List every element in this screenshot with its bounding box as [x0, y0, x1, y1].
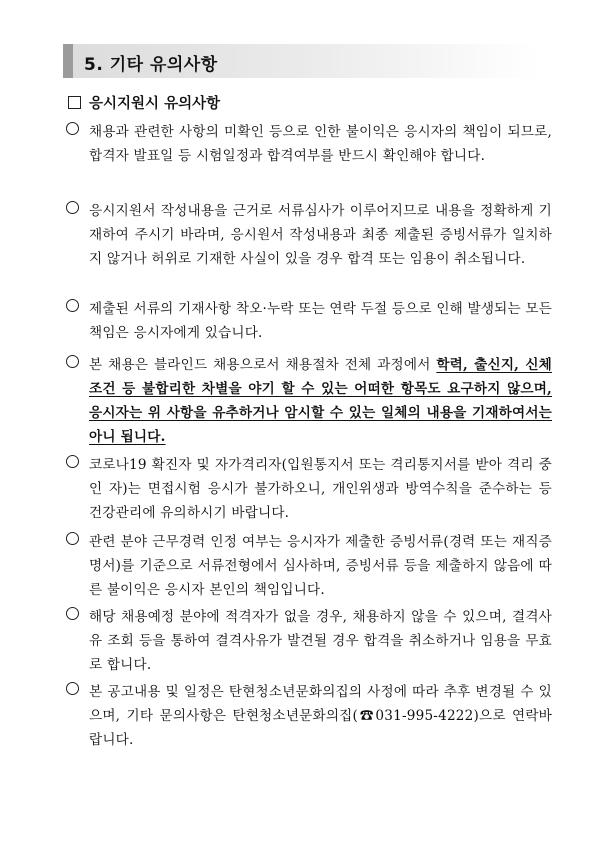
notice-text: 응시지원서 작성내용을 근거로 서류심사가 이루어지므로 내용을 정확하게 기재하여 주시기 바라며, 응시원서 작성내용과 최종 제출된 증빙서류가 일치하지 않거나 허위로 기재한 사실이 있을 경우 합격 또는 임용이 취소됩니다. [89, 203, 552, 267]
notice-text: 관련 분야 근무경력 인정 여부는 응시자가 제출한 증빙서류(경력 또는 재직증명서)를 기준으로 서류전형에서 심사하며, 증빙서류 등을 제출하지 않음에 따른 불이익은 응시자 본인의 책임입니다. [89, 534, 552, 598]
notice-text: 해당 채용예정 분야에 적격자가 없을 경우, 채용하지 않을 수 있으며, 결격사유 조회 등을 통하여 결격사유가 발견될 경우 합격을 취소하거나 임용을 무효로 합니다. [89, 609, 552, 673]
notice-text: 코로나19 확진자 및 자가격리자(입원통지서 또는 격리통지서를 받아 격리 중인 자)는 면접시험 응시가 불가하오니, 개인위생과 방역수칙을 준수하는 등 건강관리에 유의하시기 바랍니다. [89, 457, 552, 521]
square-bullet-icon [68, 96, 81, 109]
notice-item-1 [66, 120, 552, 168]
notice-text: 채용과 관련한 사항의 미확인 등으로 인한 불이익은 응시자의 책임이 되므로, 합격자 발표일 등 시험일정과 합격여부를 반드시 확인해야 합니다. [89, 124, 552, 164]
circle-bullet-icon [66, 532, 79, 545]
notice-item-7 [66, 605, 552, 677]
circle-bullet-icon [66, 299, 79, 312]
section-accent-bar [63, 44, 73, 78]
circle-bullet-icon [66, 122, 79, 135]
notice-text: 본 공고내용 및 일정은 탄현청소년문화의집의 사정에 따라 추후 변경될 수 있으며, 기타 문의사항은 탄현청소년문화의집(☎031-995-4222)으로 연락바랍니다. [89, 684, 552, 748]
notice-text-emphasis: 학력, 출신지, 신체조건 등 불합리한 차별을 야기 할 수 있는 어떠한 항목도 요구하지 않으며, 응시자는 위 사항을 유추하거나 암시할 수 있는 일체의 내용을 기재하여서는 아니 됩니다. [89, 357, 552, 445]
circle-bullet-icon [66, 201, 79, 214]
notice-item-4 [66, 353, 552, 449]
notice-item-3 [66, 297, 552, 345]
circle-bullet-icon [66, 455, 79, 468]
notice-text-plain: 본 채용은 블라인드 채용으로서 채용절차 전체 과정에서 [89, 357, 437, 373]
notice-item-6 [66, 530, 552, 602]
notice-item-8 [66, 680, 552, 752]
circle-bullet-icon [66, 355, 79, 368]
circle-bullet-icon [66, 607, 79, 620]
subheading-label: 응시지원시 유의사항 [89, 96, 221, 112]
notice-item-5 [66, 453, 552, 525]
circle-bullet-icon [66, 682, 79, 695]
notice-text: 제출된 서류의 기재사항 착오·누락 또는 연락 두절 등으로 인해 발생되는 모든 책임은 응시자에게 있습니다. [89, 301, 553, 341]
notice-text [89, 353, 552, 449]
section-title: 5. 기타 유의사항 [84, 55, 218, 75]
notice-item-2 [66, 199, 552, 271]
subheading [68, 92, 220, 113]
